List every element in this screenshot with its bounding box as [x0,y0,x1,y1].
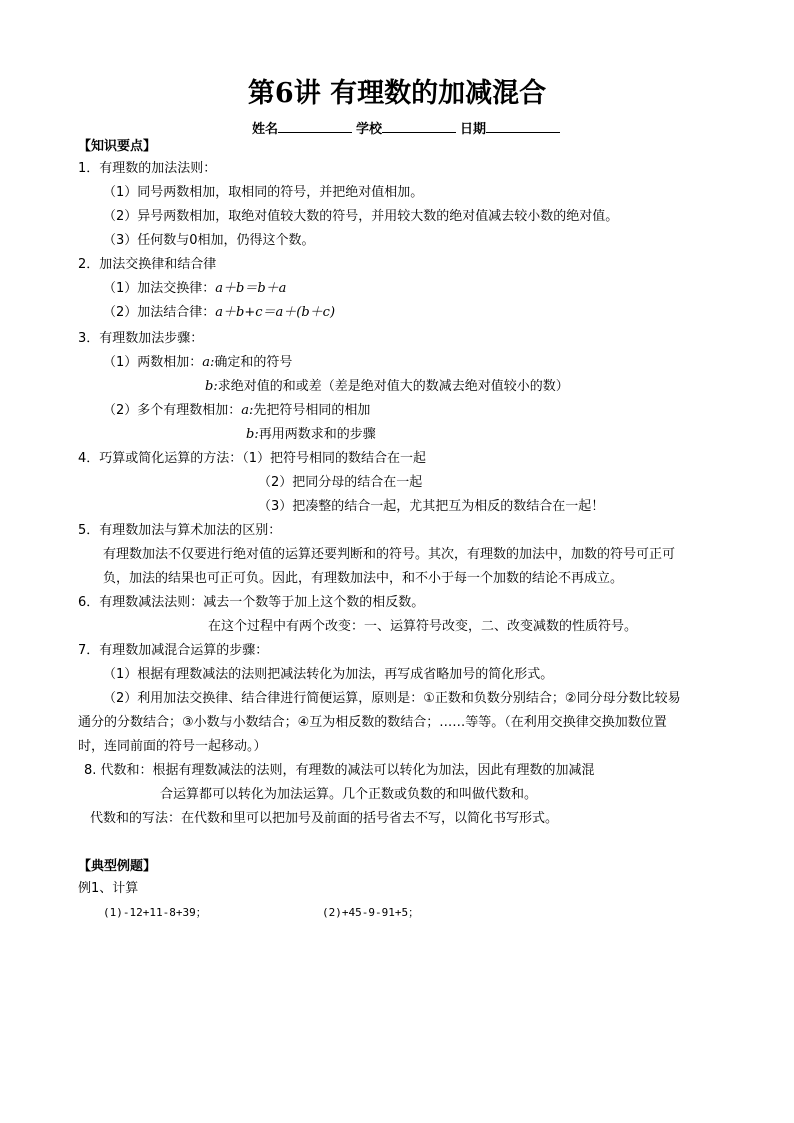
knowledge-line: （2）利用加法交换律、结合律进行简便运算，原则是：①正数和负数分别结合；②同分母分数比较易 [103,691,681,706]
knowledge-line: （1）两数相加：a:确定和的符号 [103,355,293,370]
school-label: 学校 [356,122,383,137]
knowledge-line: （3）任何数与0相加，仍得这个数。 [103,233,315,248]
date-label: 日期 [460,122,487,137]
knowledge-line: （2）异号两数相加，取绝对值较大数的符号，并用较大数的绝对值减去较小数的绝对值。 [103,209,619,224]
examples-heading: 【典型例题】 [78,859,157,874]
knowledge-line: 代数和的写法：在代数和里可以把加号及前面的括号省去不写，以简化书写形式。 [90,811,559,826]
name-blank[interactable] [278,118,352,133]
knowledge-line: 3．有理数加法步骤： [78,331,204,346]
knowledge-line: 时，连同前面的符号一起移动。） [78,739,267,754]
knowledge-line: （1）根据有理数减法的法则把减法转化为加法，再写成省略加号的简化形式。 [103,667,554,682]
knowledge-line: 8. 代数和：根据有理数减法的法则，有理数的减法可以转化为加法，因此有理数的加减混 [84,763,595,778]
knowledge-line: 4．巧算或简化运算的方法：（1）把符号相同的数结合在一起 [78,451,427,466]
example-1-problem-1: (1)-12+11-8+39； [103,906,207,919]
page-title: 第6讲 有理数的加减混合 [247,78,547,109]
formula-associative: a＋b+c＝a＋(b＋c) [215,305,336,320]
knowledge-line: b:求绝对值的和或差（差是绝对值大的数减去绝对值较小的数） [205,379,569,394]
knowledge-line: （2）把同分母的结合在一起 [258,475,423,490]
knowledge-line: 通分的分数结合；③小数与小数结合；④互为相反数的数结合；……等等。（在利用交换律交换加数位置 [78,715,667,730]
knowledge-line: 5．有理数加法与算术加法的区别： [78,523,282,538]
knowledge-heading: 【知识要点】 [78,139,157,154]
school-blank[interactable] [382,118,456,133]
date-blank[interactable] [486,118,560,133]
knowledge-line: 合运算都可以转化为加法运算。几个正数或负数的和叫做代数和。 [160,787,538,802]
student-info-line [252,118,564,139]
example-1-problem-2: (2)+45-9-91+5； [322,906,420,919]
knowledge-line: 负，加法的结果也可正可负。因此，有理数加法中，和不小于每一个加数的结论不再成立。 [103,571,624,586]
knowledge-line: （2）加法结合律：a＋b+c＝a＋(b＋c) [103,305,336,320]
formula-commutative: a＋b＝b＋a [215,281,287,296]
knowledge-line: b:再用两数求和的步骤 [246,427,376,442]
knowledge-line: （3）把凑整的结合一起，尤其把互为相反的数结合在一起！ [258,499,605,514]
name-label: 姓名 [252,122,279,137]
knowledge-line: （2）多个有理数相加：a:先把符号相同的相加 [103,403,371,418]
example-1-title: 例1、计算 [78,881,139,896]
knowledge-line: 6．有理数减法法则：减去一个数等于加上这个数的相反数。 [78,595,425,610]
knowledge-line: 1．有理数的加法法则： [78,161,217,176]
knowledge-line: 在这个过程中有两个改变：一、运算符号改变，二、改变减数的性质符号。 [208,619,638,634]
knowledge-line: （1）加法交换律：a＋b＝b＋a [103,281,287,296]
knowledge-line: 有理数加法不仅要进行绝对值的运算还要判断和的符号。其次，有理数的加法中，加数的符号可正可 [103,547,676,562]
knowledge-line: 7．有理数加减混合运算的步骤： [78,643,269,658]
knowledge-line: 2．加法交换律和结合律 [78,257,217,272]
knowledge-line: （1）同号两数相加，取相同的符号，并把绝对值相加。 [103,185,424,200]
